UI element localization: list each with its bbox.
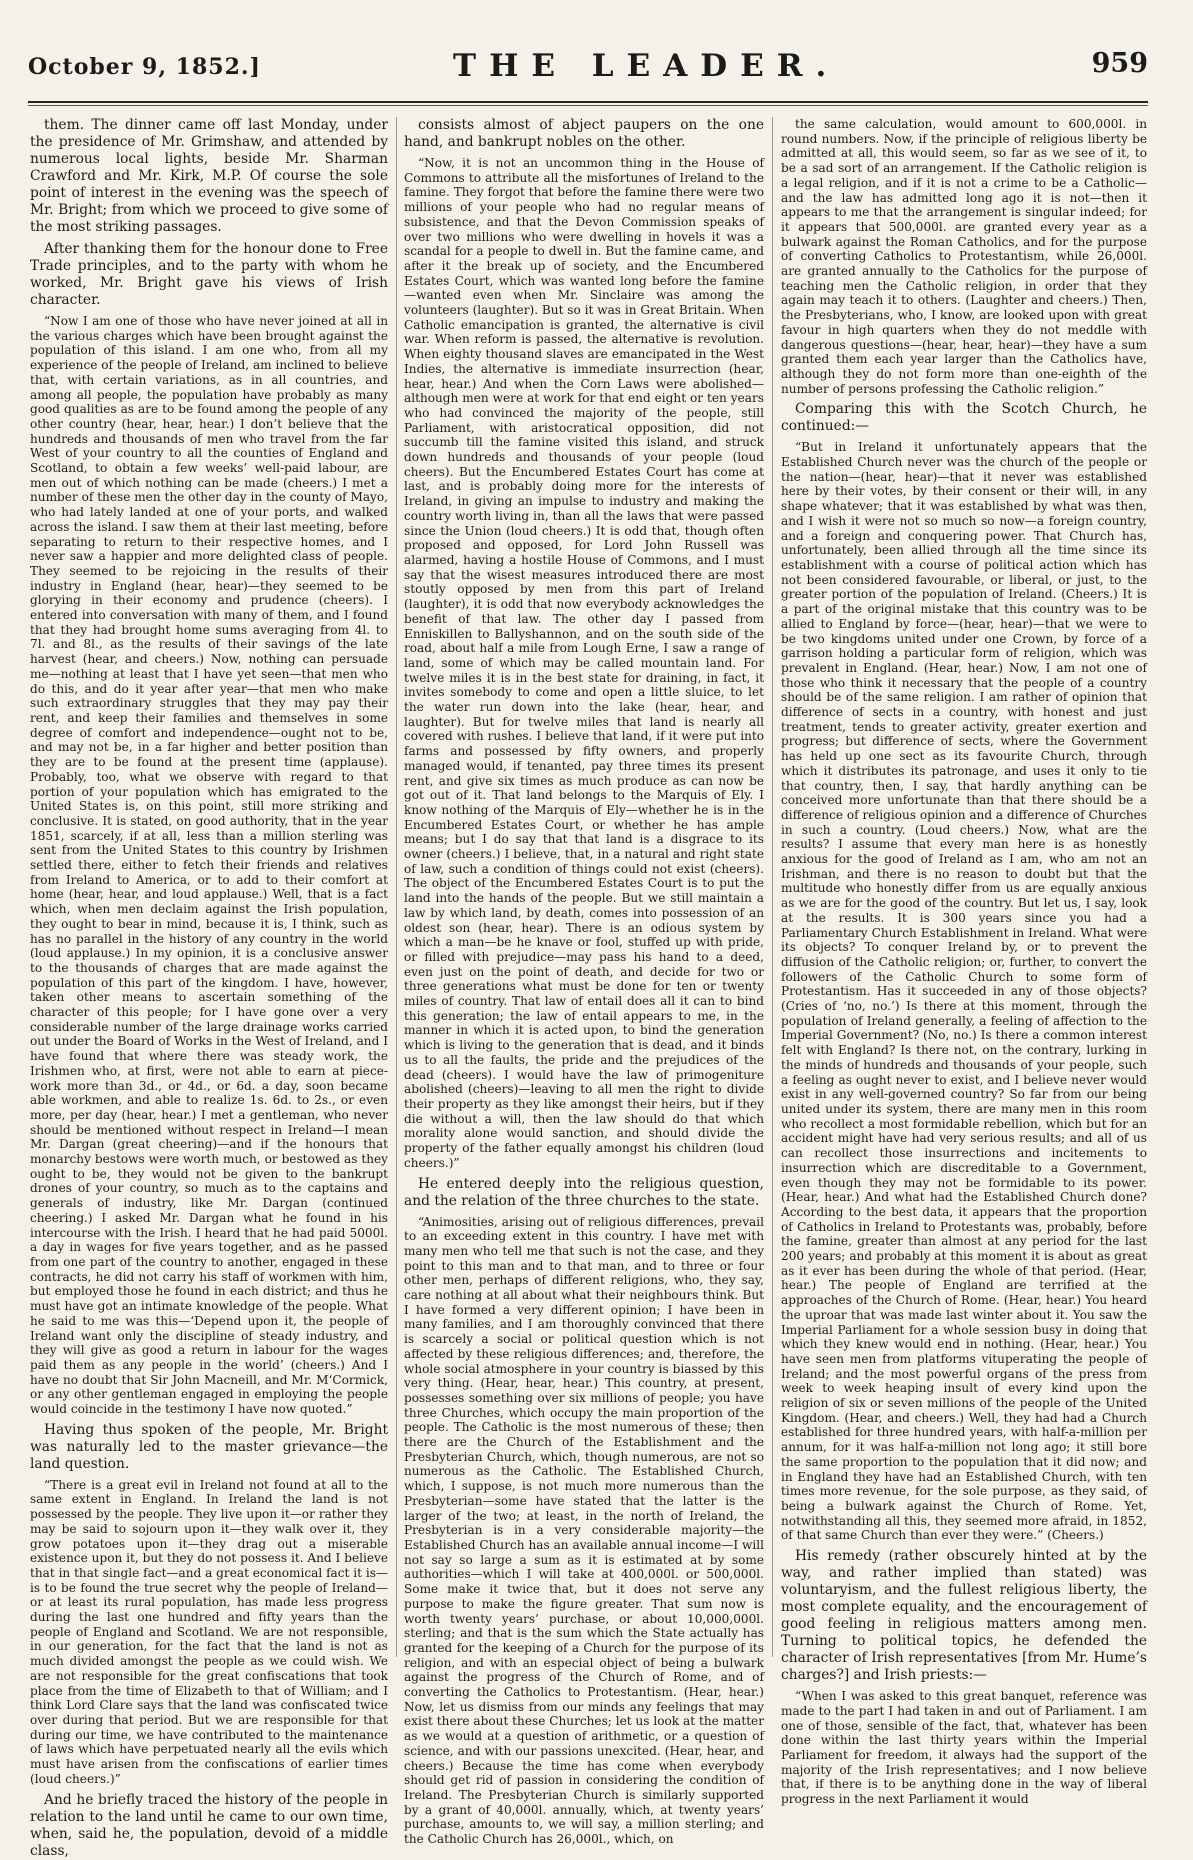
article-paragraph: consists almost of abject paupers on the one hand, and bankrupt nobles on the other. bbox=[404, 117, 764, 150]
page-number: 959 bbox=[1091, 48, 1148, 79]
article-paragraph: Comparing this with the Scotch Church, he continued:— bbox=[781, 401, 1147, 435]
article-paragraph: Having thus spoken of the people, Mr. Bright was naturally led to the master grievance—the land question. bbox=[30, 1421, 388, 1472]
column-2 bbox=[404, 117, 764, 1847]
article-paragraph: After thanking them for the honour done to Free Trade principles, and to the party with whom he worked, Mr. Bright gave his views of Irish character. bbox=[30, 241, 388, 308]
speech-paragraph: “Now I am one of those who have never joined at all in the various charges which have been brought against the population of this island. I am one who, from all my experience of the people of Ireland, am inclined to believe that, with certain variations, as in all countries, and among all people, the population have probably as many good qualities as are to be found among the people of any other country (hear, hear, hear.) I don’t believe that the hundreds and thousands of men who travel from the far West of your country to all the counties of England and Scotland, to obtain a few weeks’ well-paid labour, are men out of which nothing can be made (cheers.) I met a number of these men the other day in the county of Mayo, who had lately landed at one of your ports, and walked across the island. I saw them at their last meeting, before separating to return to their respective homes, and I never saw a happier and more delighted class of people. They seemed to be rejoicing in the results of their industry in England (hear, hear)—they seemed to be glorying in their economy and prudence (cheers). I entered into conversation with many of them, and I found that they had brought home sums averaging from 4l. to 7l. and 8l., as the results of their savings of the late harvest (hear, and cheers.) Now, nothing can persuade me—nothing at least that I have yet seen—that men who do this, and do it year after year—that men who make such extraordinary struggles that they may pay their rent, and keep their families and themselves in some degree of comfort and independence—ought not to be, and may not be, in a far higher and better position than they are to be found at the present time (applause). Probably, too, what we observe with regard to that portion of your population which has emigrated to the United States is, on this point, still more striking and conclusive. It is stated, on good authority, that in the year 1851, scarcely, if at all, less than a million sterling was sent from the United States to this country by Irishmen settled there, either to fetch their friends and relatives from Ireland to America, or to add to their comfort at home (hear, hear, and loud applause.) Well, that is a fact which, when men declaim against the Irish population, they ought to bear in mind, because it is, I think, such as has no parallel in the history of any country in the world (loud applause.) In my opinion, it is a conclusive answer to the thousands of charges that are made against the population of this part of the kingdom. I have, however, taken other means to ascertain something of the character of this people; for I have gone over a very considerable number of the large drainage works carried out under the Board of Works in the West of Ireland, and I have found that where there was steady work, the Irishmen who, at first, were not able to earn at piece-work more than 3d., or 4d., or 6d. a day, soon became able workmen, and able to realize 1s. 6d. to 2s., or even more, per day (hear, hear.) I met a gentleman, who never should be mentioned without respect in Ireland—I mean Mr. Dargan (great cheering)—and if the honours that monarchy bestows were worth much, or bestowed as they ought to be, they would not be given to the bankrupt drones of your country, so much as to the captains and generals of industry, like Mr. Dargan (continued cheering.) I asked Mr. Dargan what he found in his intercourse with the Irish. I heard that he had paid 5000l. a day in wages for five years together, and as he passed from one part of the country to another, engaged in these contracts, he did not carry his staff of workmen with him, but employed those he found in each district; and thus he must have got an intimate knowledge of the people. What he said to me was this—‘Depend upon it, the people of Ireland want only the discipline of steady industry, and they will give as good a return in labour for the wages paid them as any people in the world’ (cheers.) And I have no doubt that Sir John Macneill, and Mr. M‘Cormick, or any other gentleman engaged in employing the people would coincide in the testimony I have now quoted.” bbox=[30, 314, 388, 1417]
article-paragraph: His remedy (rather obscurely hinted at by the way, and rather implied than stated) was voluntaryism, and the fullest religious liberty, the most complete equality, and the encouragement of good feeling in religious matters among men. Turning to political topics, he defended the character of Irish representatives [from Mr. Hume’s charges?] and Irish priests:— bbox=[781, 1548, 1147, 1684]
column-divider bbox=[396, 117, 397, 1657]
article-paragraph: He entered deeply into the religious question, and the relation of the three churches to the state. bbox=[404, 1175, 764, 1209]
header-rule bbox=[28, 101, 1148, 103]
speech-paragraph: the same calculation, would amount to 600,000l. in round numbers. Now, if the principle of religious liberty be admitted at all, this would seem, so far as we see of it, to be a sad sort of an arrangement. If the Catholic religion is a legal religion, and if it is not a crime to be a Catholic—and the law has admitted long ago it is not—then it appears to me that the arrangement is singular indeed; for it appears that 500,000l. are granted every year as a bulwark against the Roman Catholics, and for the purpose of converting Catholics to Protestantism, while 26,000l. are granted annually to the Catholics for the purpose of teaching men the Catholic religion, in order that they again may teach it to others. (Laughter and cheers.) Then, the Presbyterians, who, I know, are looked upon with great favour in high quarters when they do not meddle with dangerous questions—(hear, hear, hear)—they have a sum granted them each year larger than the Catholics have, although they do not form more than one-eighth of the number of persons professing the Catholic religion.” bbox=[781, 117, 1147, 396]
article-paragraph: And he briefly traced the history of the people in relation to the land until he came to our own time, when, said he, the population, devoid of a middle class, bbox=[30, 1791, 388, 1859]
speech-paragraph: “Animosities, arising out of religious differences, prevail to an exceeding extent in this country. I have met with many men who tell me that such is not the case, and they point to this man and to that man, and to three or four other men, perhaps of different religions, who, they say, care nothing at all about what their neighbours think. But I have formed a very different opinion; I have been in many families, and I am thoroughly convinced that there is scarcely a social or political question which is not affected by these religious differences; and, therefore, the whole social atmosphere in your country is biassed by this very thing. (Hear, hear, hear.) This country, at present, possesses something over six millions of people; you have three Churches, which occupy the main proportion of the people. The Catholic is the most numerous of these; then there are the Church of the Establishment and the Presbyterian Church, which, though numerous, are not so numerous as the Catholic. The Established Church, which, I suppose, is not much more numerous than the Presbyterian—some have stated that the latter is the larger of the two; at least, in the north of Ireland, the Presbyterian is in a very considerable majority—the Established Church has an available annual income—I will not say so large a sum as it is estimated at by some authorities—which I will take at 400,000l. or 500,000l. Some make it twice that, but it does not serve any purpose to make the figure greater. That sum now is worth twenty years’ purchase, or about 10,000,000l. sterling; and that is the sum which the State actually has granted for the keeping of a Church for the purpose of its religion, and with an especial object of being a bulwark against the progress of the Church of Rome, and of converting the Catholics to Protestantism. (Hear, hear.) Now, let us dismiss from our minds any feelings that may exist there about these Churches; let us look at the matter as we would at a question of arithmetic, or a question of science, and with our passions unexcited. (Hear, hear, and cheers.) Because the time has come when everybody should get rid of passion in considering the condition of Ireland. The Presbyterian Church is similarly supported by a grant of 40,000l. annually, which, at twenty years’ purchase, amounts to, we will say, a million sterling; and the Catholic Church has 26,000l., which, on bbox=[404, 1214, 764, 1847]
issue-date: October 9, 1852.] bbox=[28, 54, 261, 80]
article-paragraph: them. The dinner came off last Monday, under the presidence of Mr. Grimshaw, and attended by numerous local lights, beside Mr. Sharman Crawford and Mr. Kirk, M.P. Of course the sole point of interest in the evening was the speech of Mr. Bright; from which we proceed to give some of the most striking passages. bbox=[30, 117, 388, 235]
speech-paragraph: “There is a great evil in Ireland not found at all to the same extent in England. In Ireland the land is not possessed by the people. They live upon it—or rather they may be said to sojourn upon it—they walk over it, they grow potatoes upon it—they drag out a miserable existence upon it, but they do not possess it. And I believe that in that single fact—and a great economical fact it is—is to be found the true secret why the people of Ireland—or at least its rural population, has made less progress during the last one hundred and fifty years than the people of England and Scotland. We are not responsible, in our generation, for the fact that the land is not as much divided amongst the people as we could wish. We are not responsible for the great confiscations that took place from the time of Elizabeth to that of William; and I think Lord Clare says that the land was confiscated twice over during that period. But we are responsible for that during our time, we have contributed to the maintenance of laws which have perpetuated nearly all the evils which must have arisen from the confiscations of earlier times (loud cheers.)” bbox=[30, 1477, 388, 1786]
page-header bbox=[28, 46, 1148, 92]
header-rule-thin bbox=[28, 105, 1148, 106]
column-3 bbox=[781, 117, 1147, 1807]
column-1 bbox=[30, 117, 388, 1859]
speech-paragraph: “When I was asked to this great banquet, reference was made to the part I had taken in and out of Parliament. I am one of those, sensible of the fact, that, whatever has been done within the last thirty years within the Imperial Parliament for freedom, it always had the support of the majority of the Irish representatives; and I now believe that, if there is to be anything done in the way of liberal progress in the next Parliament it would bbox=[781, 1689, 1147, 1807]
speech-paragraph: “Now, it is not an uncommon thing in the House of Commons to attribute all the misfortunes of Ireland to the famine. They forgot that before the famine there were two millions of your people who had no regular means of subsistence, and that the Devon Commission speaks of over two millions who were dwelling in hovels it was a scandal for a people to dwell in. But the famine came, and after it the break up of society, and the Encumbered Estates Court, which was wanted long before the famine—wanted even when Mr. Sinclaire was among the volunteers (laughter). But so it was in Great Britain. When Catholic emancipation is granted, the alternative is civil war. When reform is passed, the alternative is revolution. When eighty thousand slaves are emancipated in the West Indies, the alternative is immediate insurrection (hear, hear, hear.) And when the Corn Laws were abolished—although men were at work for that end eight or ten years who had convinced the majority of the people, still Parliament, with aristocratical opposition, did not succumb till the famine visited this island, and struck down hundreds and thousands of your people (loud cheers). But the Encumbered Estates Court has come at last, and is probably doing more for the interests of Ireland, in giving an impulse to industry and making the country worth living in, than all the laws that were passed since the Union (loud cheers.) It is odd that, though often proposed and opposed, for Lord John Russell was alarmed, having a hostile House of Commons, and I must say that the wisest measures introduced there are most stoutly opposed by men from this part of Ireland (laughter), it is odd that now everybody acknowledges the benefit of that law. The other day I passed from Enniskillen to Ballyshannon, and on the south side of the road, about half a mile from Lough Erne, I saw a range of land, some of which may be called mountain land. For twelve miles it is in the best state for draining, in fact, it invites somebody to come and open a little sluice, to let the water run down into the lake (hear, hear, and laughter). But for twelve miles that land is nearly all covered with rushes. I believe that land, if it were put into farms and possessed by fifty owners, and properly managed would, if tenanted, pay three times its present rent, and give six times as much produce as can now be got out of it. That land belongs to the Marquis of Ely. I know nothing of the Marquis of Ely—whether he is in the Encumbered Estates Court, or whether he has ample means; but I do say that that land is a disgrace to its owner (cheers.) I believe, that, in a natural and right state of law, such a condition of things could not exist (cheers). The object of the Encumbered Estates Court is to put the land into the hands of the people. But we still maintain a law by which land, by death, comes into possession of an oldest son (hear, hear). There is an odious system by which a man—be he knave or fool, stuffed up with pride, or filled with prejudice—may pass his hand to a deed, even just on the point of death, and decide for two or three generations what must be done for ten or twenty miles of country. That law of entail does all it can to bind this generation; the law of entail appears to me, in the manner in which it is acted upon, to bind the generation which is living to the generation that is dead, and it binds us to all the faults, the pride and the prejudices of the dead (cheers). I would have the law of primogeniture abolished (cheers)—leaving to all men the right to divide their property as they like amongst their heirs, but if they die without a will, then the law should do that which morality alone would sanction, and should divide the property of the father equally amongst his children (loud cheers.)” bbox=[404, 156, 764, 1170]
masthead-title: THE LEADER. bbox=[453, 48, 840, 84]
speech-paragraph: “But in Ireland it unfortunately appears that the Established Church never was the church of the people or the nation—(hear, hear)—that it never was established here by their votes, by their consent or their will, in any shape whatever; that it was established by what was then, and I wish it were not so much so now—a foreign country, and a foreign and conquering power. That Church has, unfortunately, been allied through all the time since its establishment with a course of political action which has not been considered favourable, or liberal, or just, to the greater portion of the population of Ireland. (Cheers.) It is a part of the original mistake that this country was to be allied to England by force—(hear, hear)—that we were to be two kingdoms united under one Crown, by force of a garrison holding a particular form of religion, which was prevalent in England. (Hear, hear.) Now, I am not one of those who think it necessary that the people of a country should be of the same religion. I am rather of opinion that difference of sects in a country, with honest and just treatment, tends to greater activity, greater exertion and progress; but difference of sects, where the Government has held up one sect as its favourite Church, through which it distributes its patronage, and uses it only to tie that country, then, I say, that hardly anything can be conceived more unfortunate than that there should be a difference of religious opinion and a difference of Churches in such a country. (Loud cheers.) Now, what are the results? I assume that every man here is as honestly anxious for the good of Ireland as I am, who am not an Irishman, and there is no reason to doubt but that the multitude who honestly differ from us are equally anxious as we are for the good of the country. But let us, I say, look at the results. It is 300 years since you had a Parliamentary Church Establishment in Ireland. What were its objects? To conquer Ireland by, or to prevent the diffusion of the Catholic religion; or, further, to convert the followers of the Catholic Church to some form of Protestantism. Has it succeeded in any of those objects? (Cries of ‘no, no.’) Is there at this moment, through the population of Ireland generally, a feeling of affection to the Imperial Government? (No, no.) Is there a common interest felt with England? Is there not, on the contrary, lurking in the minds of hundreds and thousands of your people, such a feeling as ought never to exist, and I believe never would exist in any well-governed country? So far from our being united under its system, there are many men in this room who recollect a most formidable rebellion, which but for an accident might have had very serious results; and all of us can recollect those insurrections and incitements to insurrection which are discreditable to a Government, even though they may not be formidable to its power. (Hear, hear.) And what had the Established Church done? According to the best data, it appears that the proportion of Catholics in Ireland to Protestants was, probably, before the famine, greater than almost at any period for the last 200 years; and probably at this moment it is about as great as it ever has been during the whole of that period. (Hear, hear.) The people of England are terrified at the approaches of the Church of Rome. (Hear, hear.) You heard the uproar that was made last winter about it. You saw the Imperial Parliament for a whole session busy in doing that which they knew would end in nothing. (Hear, hear.) You have seen men from platforms vituperating the people of Ireland; and the most powerful organs of the press from week to week heaping insult of every kind upon the religion of six or seven millions of the people of the United Kingdom. (Hear, and cheers.) Well, they had had a Church established for three hundred years, with half-a-million per annum, for it was half-a-million not long ago; it still bore the same proportion to the population that it did now; and in England they have had an Established Church, with ten times more revenue, for the sole purpose, as they said, of being a bulwark against the Church of Rome. Yet, notwithstanding all this, they seemed more afraid, in 1852, of that same Church than ever they were.” (Cheers.) bbox=[781, 440, 1147, 1543]
column-divider bbox=[772, 117, 773, 1657]
